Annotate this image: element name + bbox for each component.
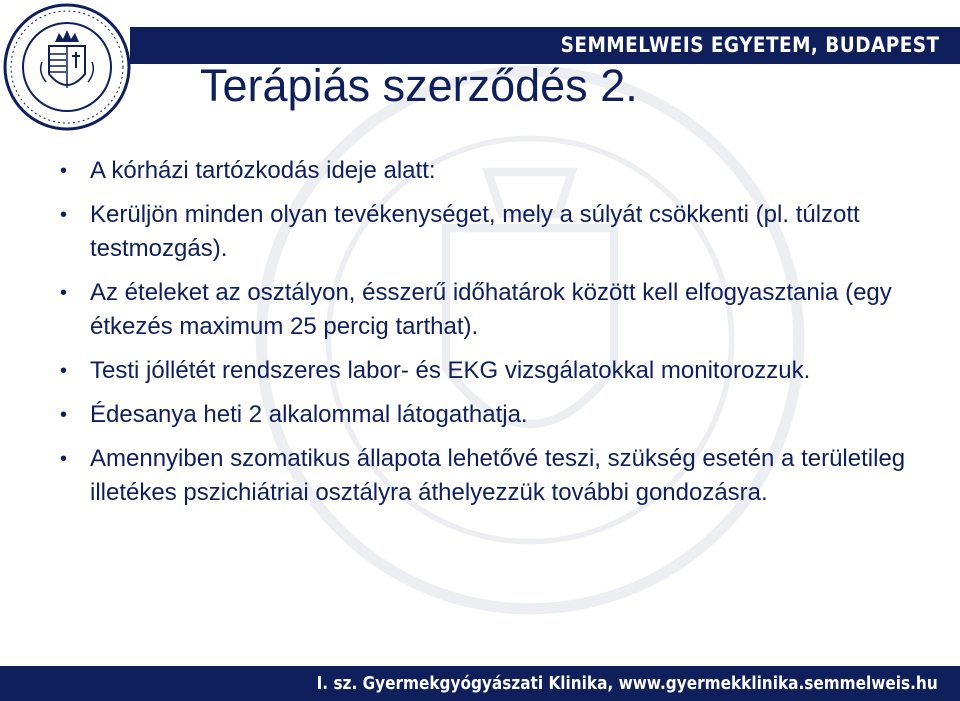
footer-band [0, 666, 960, 701]
footer-text: I. sz. Gyermekgyógyászati Klinika, www.gyermekklinika.semmelweis.hu [316, 673, 938, 694]
bullet-item [60, 276, 920, 344]
bullet-text: Testi jóllétét rendszeres labor- és EKG vizsgálatokkal monitorozzuk. [90, 357, 811, 384]
bullet-icon: • [60, 160, 68, 182]
bullet-icon: • [60, 204, 68, 226]
bullet-text: A kórházi tartózkodás ideje alatt: [90, 157, 436, 184]
slide-title: Terápiás szerződés 2. [200, 60, 638, 111]
header-band [130, 27, 960, 64]
bullet-item [60, 354, 920, 388]
bullet-icon: • [60, 360, 68, 382]
bullet-item [60, 442, 920, 510]
bullet-icon: • [60, 404, 68, 426]
university-seal-icon [2, 2, 132, 132]
bullet-item [60, 154, 920, 188]
bullet-list [60, 154, 920, 520]
bullet-text: Kerüljön minden olyan tevékenységet, mely a súlyát csökkenti (pl. túlzott testmozgás). [90, 201, 860, 262]
bullet-text: Édesanya heti 2 alkalommal látogathatja. [90, 401, 528, 428]
bullet-text: Az ételeket az osztályon, ésszerű időhatárok között kell elfogyasztania (egy étkezés maximum 25 percig tarthat). [90, 279, 892, 340]
bullet-icon: • [60, 448, 68, 470]
bullet-item [60, 198, 920, 266]
bullet-icon: • [60, 282, 68, 304]
bullet-text: Amennyiben szomatikus állapota lehetővé teszi, szükség esetén a területileg illetékes pszichiátriai osztályra áthelyezzük további gondozásra. [90, 445, 906, 506]
university-name: SEMMELWEIS EGYETEM, BUDAPEST [561, 33, 940, 57]
bullet-item [60, 398, 920, 432]
